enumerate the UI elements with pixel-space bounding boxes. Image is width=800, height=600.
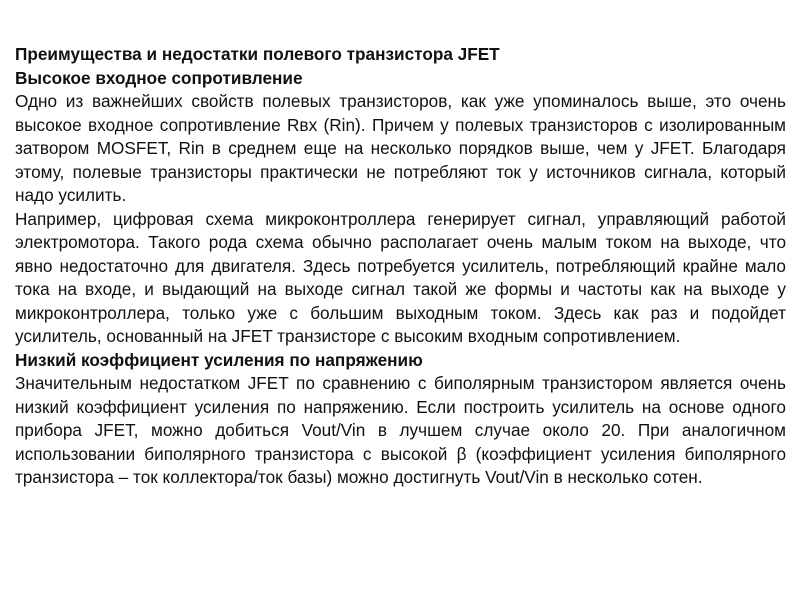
- section-heading-high-input-resistance: Высокое входное сопротивление: [15, 67, 303, 88]
- document-body: [15, 43, 786, 490]
- paragraph-microcontroller-example: Например, цифровая схема микроконтроллера генерирует сигнал, управляющий работой электромотора. Такого рода схема обычно располагает очень малым током на выходе, что явно недостаточно для двигателя. Здесь потребуется усилитель, потребляющий крайне мало тока на входе, и выдающий на выходе сигнал такой же формы и частоты как на выходе у микроконтроллера, только уже с большим выходным током. Здесь как раз и подойдет усилитель, основанный на JFET транзисторе с высоким входным сопротивлением.: [15, 208, 786, 346]
- document-title: Преимущества и недостатки полевого транзистора JFET: [15, 44, 500, 64]
- paragraph-voltage-gain: Значительным недостатком JFET по сравнению с биполярным транзистором является очень низкий коэффициент усиления по напряжению. Если построить усилитель на основе одного прибора JFET, можно добиться Vout/Vin в лучшем случае около 20. При аналогичном использовании биполярного транзистора с высокой β (коэффициент усиления биполярного транзистора – ток коллектора/ток базы) можно достигнуть Vout/Vin в несколько сотен.: [15, 373, 786, 487]
- paragraph-input-resistance: Одно из важнейших свойств полевых транзисторов, как уже упоминалось выше, это очень высокое входное сопротивление Rвх (Rin). Причем у полевых транзисторов с изолированным затвором MOSFET, Rin в среднем еще на несколько порядков выше, чем у JFET. Благодаря этому, полевые транзисторы практически не потребляют ток у источников сигнала, который надо усилить.: [15, 91, 786, 205]
- section-heading-low-voltage-gain: Низкий коэффициент усиления по напряжению: [15, 349, 423, 370]
